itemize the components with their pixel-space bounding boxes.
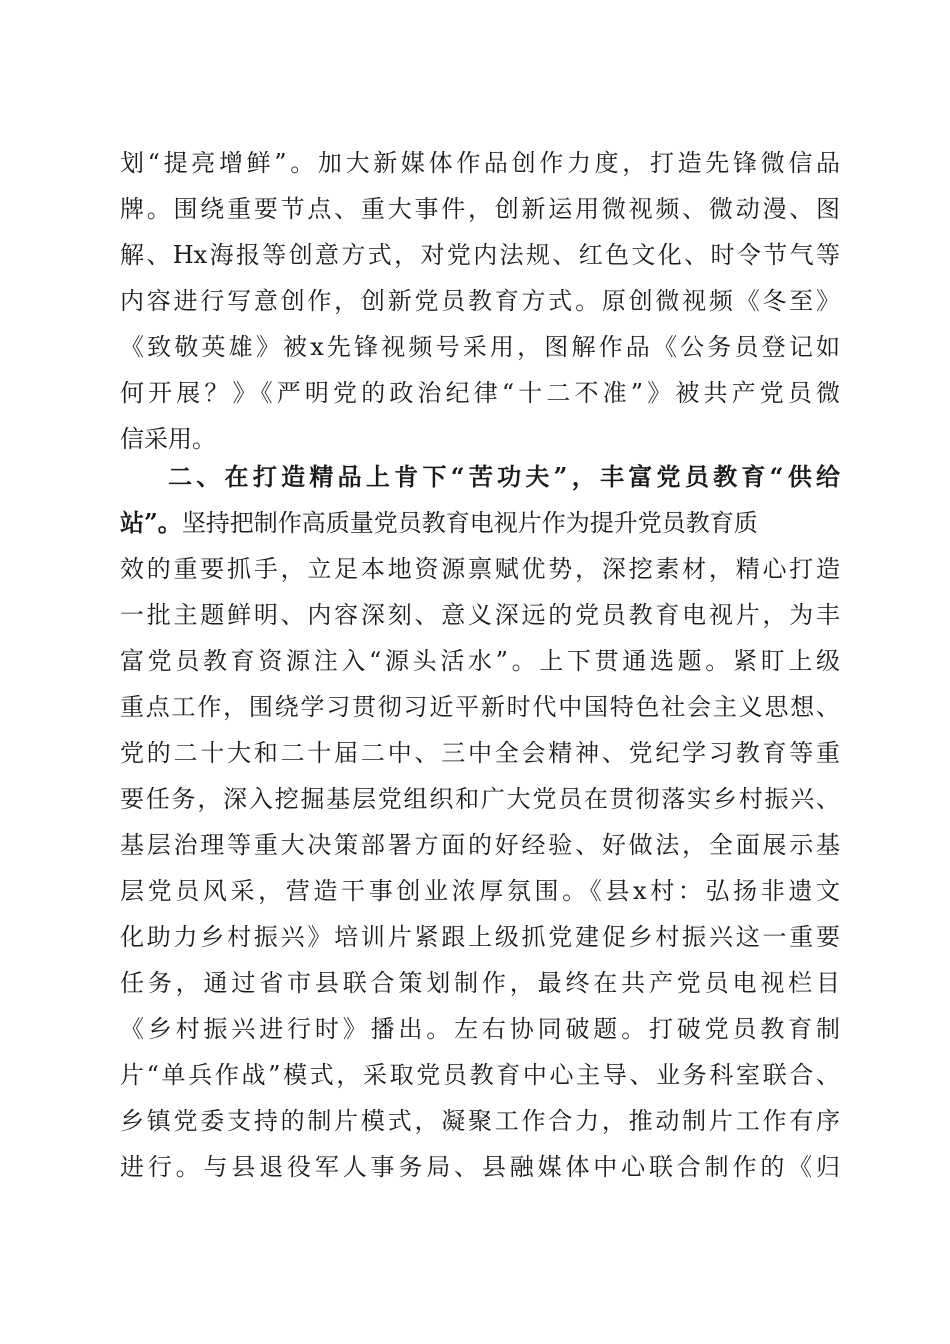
section-heading-line-1: 二、在打造精品上肯下“苦功夫”，丰富党员教育“供给 — [168, 462, 840, 491]
paragraph-2-line-3: 效的重要抓手，立足本地资源禀赋优势，深挖素材，精心打造 — [120, 555, 840, 583]
paragraph-1-line-6: 何开展？》《严明党的政治纪律“十二不准”》被共产党员微 — [120, 379, 840, 407]
paragraph-1-line-4: 内容进行写意创作，创新党员教育方式。原创微视频《冬至》 — [120, 287, 840, 315]
section-heading-end: 站”。 — [120, 508, 182, 537]
paragraph-2-line-9: 基层治理等重大决策部署方面的好经验、好做法，全面展示基 — [120, 831, 840, 859]
paragraph-2-line-2-text: 坚持把制作高质量党员教育电视片作为提升党员教育质 — [181, 509, 758, 537]
paragraph-2-line-7: 党的二十大和二十届二中、三中全会精神、党纪学习教育等重 — [120, 739, 840, 767]
paragraph-2-line-12: 任务，通过省市县联合策划制作，最终在共产党员电视栏目 — [120, 969, 840, 997]
paragraph-2-line-8: 要任务，深入挖掘基层党组织和广大党员在贯彻落实乡村振兴、 — [120, 785, 840, 813]
paragraph-2-line-4: 一批主题鲜明、内容深刻、意义深远的党员教育电视片，为丰 — [120, 601, 840, 629]
paragraph-2-line-15: 乡镇党委支持的制片模式，凝聚工作合力，推动制片工作有序 — [120, 1107, 840, 1135]
paragraph-1-line-1: 划“提亮增鲜”。加大新媒体作品创作力度，打造先锋微信品 — [120, 149, 840, 177]
section-heading-line-2 — [120, 500, 840, 546]
paragraph-2-line-13: 《乡村振兴进行时》播出。左右协同破题。打破党员教育制 — [120, 1015, 840, 1043]
paragraph-1-line-3: 解、Hx海报等创意方式，对党内法规、红色文化、时令节气等 — [120, 241, 840, 269]
paragraph-2-line-5: 富党员教育资源注入“源头活水”。上下贯通选题。紧盯上级 — [120, 647, 840, 675]
paragraph-2-line-10: 层党员风采，营造干事创业浓厚氛围。《县x村：弘扬非遗文 — [120, 877, 840, 905]
paragraph-1-line-5: 《致敬英雄》被x先锋视频号采用，图解作品《公务员登记如 — [120, 333, 840, 361]
paragraph-2-line-14: 片“单兵作战”模式，采取党员教育中心主导、业务科室联合、 — [120, 1061, 840, 1089]
paragraph-1-line-7: 信采用。 — [120, 425, 216, 453]
paragraph-2-line-6: 重点工作，围绕学习贯彻习近平新时代中国特色社会主义思想、 — [120, 693, 840, 721]
paragraph-2-line-16: 进行。与县退役军人事务局、县融媒体中心联合制作的《归 — [120, 1153, 840, 1181]
paragraph-2-line-11: 化助力乡村振兴》培训片紧跟上级抓党建促乡村振兴这一重要 — [120, 923, 840, 951]
paragraph-1-line-2: 牌。围绕重要节点、重大事件，创新运用微视频、微动漫、图 — [120, 195, 840, 223]
